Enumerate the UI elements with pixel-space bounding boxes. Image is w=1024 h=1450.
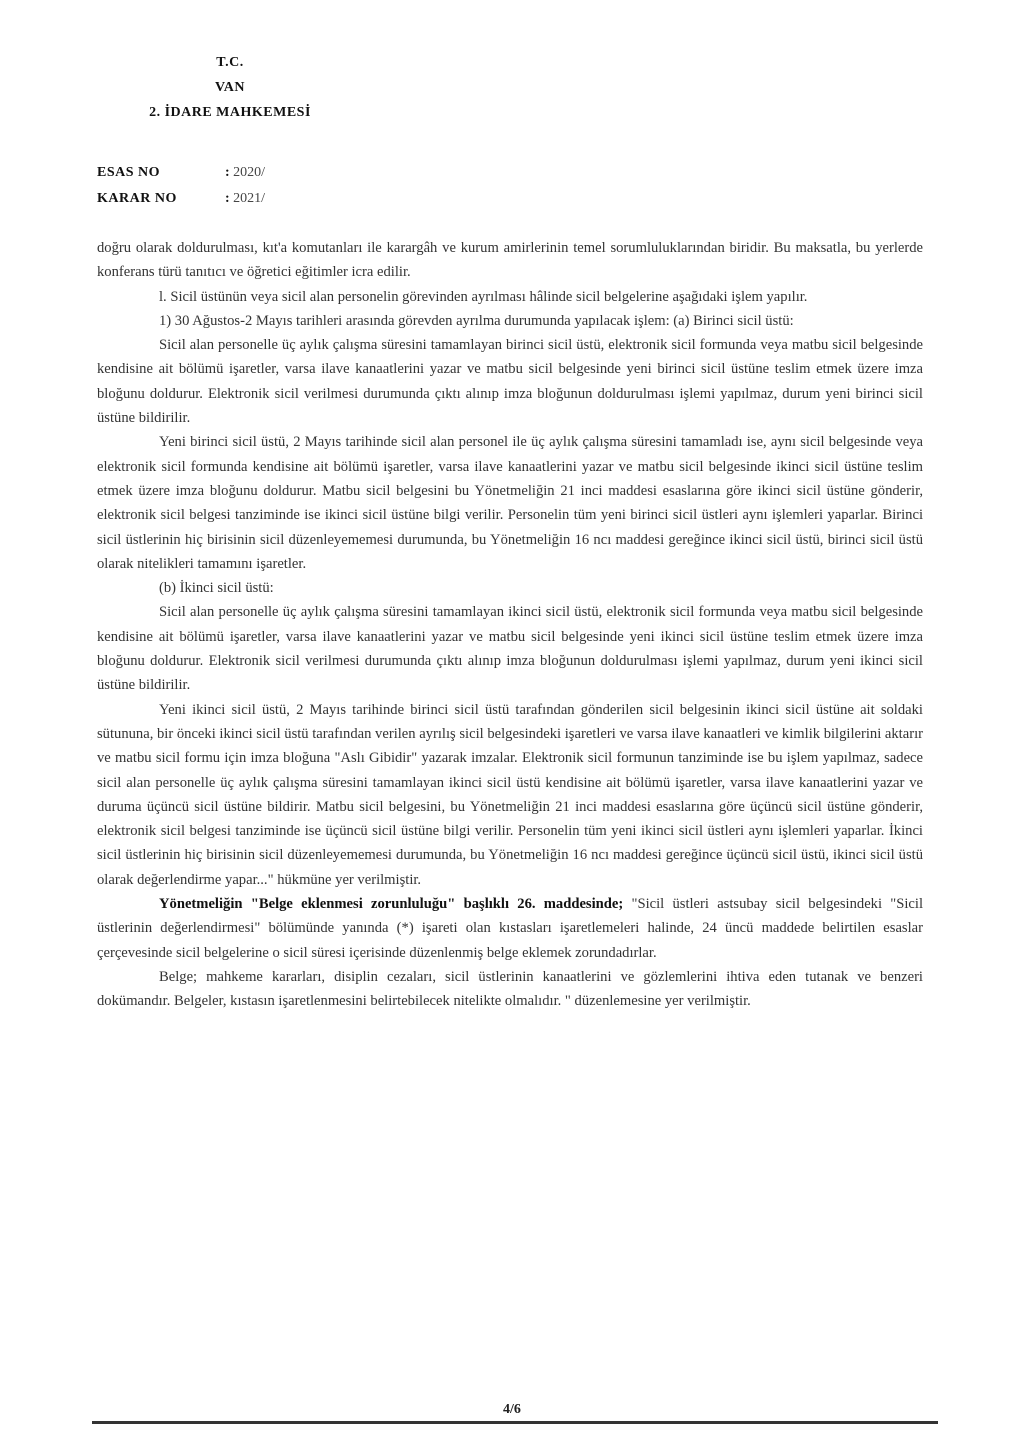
karar-value: 2021/ [233, 191, 266, 206]
esas-label: ESAS NO [97, 165, 161, 180]
esas-separator: : [225, 165, 230, 180]
paragraph-6: (b) İkinci sicil üstü: [159, 580, 274, 597]
paragraph-9-bold: Yönetmeliğin "Belge eklenmesi zorunluluğu" başlıklı 26. maddesinde; [159, 896, 624, 913]
paragraph-2: l. Sicil üstünün veya sicil alan personelin görevinden ayrılması hâlinde sicil belgelerine aşağıdaki işlem yapılır. [159, 288, 808, 305]
paragraph-9 [97, 892, 923, 965]
footer-rule [92, 1421, 938, 1424]
paragraph-7: Sicil alan personelle üç aylık çalışma süresini tamamlayan ikinci sicil üstü, elektronik sicil formunda veya matbu sicil belgesinde kendisine ait bölümü işaretler, varsa ilave kanaatlerini yazar ve matbu sicil belgesinde yeni ikinci sicil üstüne teslim etmek üzere imza bloğunu doldurur. Elektronik sicil verilmesi durumunda çıktı alınıp imza bloğunun doldurulması işlemi yapılmaz, durum yeni ikinci sicil üstüne bildirilir. [97, 604, 923, 694]
esas-row [97, 160, 265, 186]
paragraph-4: Sicil alan personelle üç aylık çalışma süresini tamamlayan birinci sicil üstü, elektronik sicil formunda veya matbu sicil belgesinde kendisine ait bölümü işaretler, varsa ilave kanaatlerini yazar ve matbu sicil belgesinde yeni birinci sicil üstüne teslim etmek üzere imza bloğunu doldurur. Elektronik sicil verilmesi durumunda çıktı alınıp imza bloğunun doldurulması işlemi yapılmaz, durum yeni birinci sicil üstüne bildirilir. [97, 337, 923, 427]
esas-value: 2020/ [233, 165, 266, 180]
paragraph-1: doğru olarak doldurulması, kıt'a komutanları ile karargâh ve kurum amirlerinin temel sorumluluklarından biridir. Bu maksatla, bu yerlerde konferans türü tanıtıcı ve öğretici eğitimler icra edilir. [97, 240, 923, 281]
header-court-name: 2. İDARE MAHKEMESİ [149, 105, 311, 120]
paragraph-8: Yeni ikinci sicil üstü, 2 Mayıs tarihinde birinci sicil üstü tarafından gönderilen sicil belgesinin ikinci sicil üstüne ait soldaki sütununa, bir önceki ikinci sicil üstü tarafından verilen ayrılış sicil belgesindeki işaretleri ve varsa ilave kanaatleri ve kimlik bilgilerini aktarır ve matbu sicil formu için imza bloğuna "Aslı Gibidir" yazarak imzalar. Elektronik sicil formunun tanziminde ise bu işlem yapılmaz, sadece sicil alan personelle üç aylık çalışma süresini tamamlayan ikinci sicil üstü kendisine ait bölümü işaretler, varsa ilave kanaatlerini yazar ve duruma üçüncü sicil üstüne bildirir. Matbu sicil belgesini, bu Yönetmeliğin 21 inci maddesi esaslarına göre üçüncü sicil üstüne gönderir, elektronik sicil belgesi tanziminde ise üçüncü sicil üstüne bilgi verilir. Personelin tüm yeni ikinci sicil üstleri aynı işlemleri yaparlar. İkinci sicil üstlerinin hiç birisinin sicil düzenleyememesi durumunda, bu Yönetmeliğin 16 ncı maddesi gereğince üçüncü sicil üstü, ikinci sicil üstü olarak değerlendirme yapar..." hükmüne yer verilmiştir. [97, 701, 923, 888]
karar-row [97, 186, 265, 212]
court-header [100, 50, 360, 125]
case-numbers [97, 160, 265, 212]
paragraph-9-rest: "Sicil üstleri astsubay sicil belgesindeki "Sicil üstlerinin değerlendirmesi" bölümünde yanında (*) işareti olan kıstasları işaretlemeleri halinde, 24 üncü maddede belirtilen esaslar çerçevesinde sicil belgelerine o sicil süresi içerisinde düzenlenmiş belge eklemek zorundadırlar. [97, 896, 924, 961]
paragraph-5: Yeni birinci sicil üstü, 2 Mayıs tarihinde sicil alan personel ile üç aylık çalışma süresini tamamladı ise, aynı sicil belgesinde veya elektronik sicil formunda kendisine ait bölümü işaretler, varsa ilave kanaatlerini yazar ve matbu sicil belgesinde ikinci sicil üstüne teslim etmek üzere imza bloğunu doldurur. Matbu sicil belgesini bu Yönetmeliğin 21 inci maddesi esaslarına göre ikinci sicil üstüne gönderir, elektronik sicil belgesi tanziminde ise ikinci sicil üstüne bilgi verilir. Personelin tüm yeni birinci sicil üstleri aynı işlemleri yaparlar. Birinci sicil üstlerinin hiç birisinin sicil düzenleyememesi durumunda, bu Yönetmeliğin 16 ncı maddesi gereğince ikinci sicil üstü, birinci sicil üstü olarak nitelikleri tamamını işaretler. [97, 434, 923, 572]
document-body [97, 236, 923, 1014]
paragraph-3: 1) 30 Ağustos-2 Mayıs tarihleri arasında görevden ayrılma durumunda yapılacak işlem: (a) Birinci sicil üstü: [159, 312, 794, 329]
paragraph-10: Belge; mahkeme kararları, disiplin cezaları, sicil üstlerinin kanaatlerini ve gözlemlerini ihtiva eden tutanak ve benzeri dokümandır. Belgeler, kıstasın işaretlenmesini belirtebilecek nitelikte olmalıdır. " düzenlemesine yer verilmiştir. [97, 968, 923, 1010]
header-tc: T.C. [216, 55, 244, 70]
karar-label: KARAR NO [97, 191, 177, 206]
page-number: 4/6 [503, 1402, 521, 1417]
karar-separator: : [225, 191, 230, 206]
header-city: VAN [214, 80, 246, 95]
